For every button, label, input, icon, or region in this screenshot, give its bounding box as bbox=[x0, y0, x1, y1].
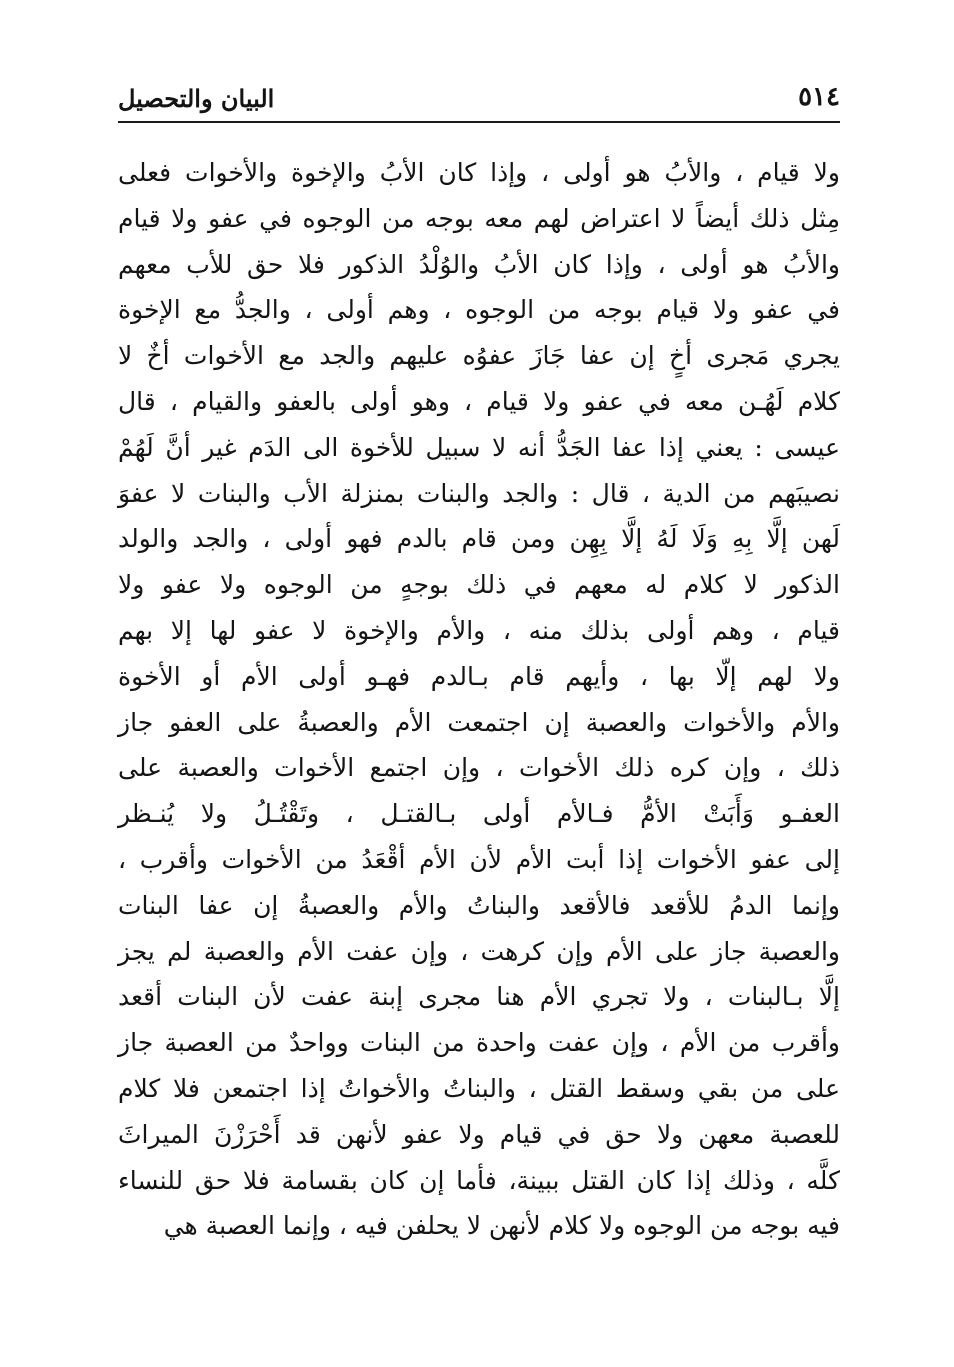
text-line: كلَّه ، وذلك إذا كان القتل ببينة، فأما إن كان بقسامة فلا حق للنساء bbox=[118, 1165, 840, 1195]
page-header bbox=[118, 80, 840, 122]
text-line: الذكور لا كلام له معهم في ذلك بوجهٍ من الوجوه ولا عفو ولا bbox=[118, 570, 840, 600]
text-line: قيام ، وهم أولى بذلك منه ، والأم والإخوة لا عفو لها إلا بهم bbox=[118, 615, 840, 645]
text-line: كلام لَهُـن معه في عفو ولا قيام ، وهو أولى بالعفو والقيام ، قال bbox=[118, 386, 840, 416]
text-line: نصيبَهم من الدية ، قال : والجد والبنات بمنزلة الأب والبنات لا عفوَ bbox=[118, 478, 840, 508]
text-line: مِثل ذلك أيضاً لا اعتراض لهم معه بوجه من الوجوه في عفو ولا قيام bbox=[118, 203, 840, 233]
text-line: فيه بوجه من الوجوه ولا كلام لأنهن لا يحلفن فيه ، وإنما العصبة هي bbox=[163, 1211, 840, 1241]
text-line: على من بقي وسقط القتل ، والبناتُ والأخواتُ إذا اجتمعن فلا كلام bbox=[118, 1073, 840, 1103]
text-line: والأم والأخوات والعصبة إن اجتمعت الأم والعصبةُ على العفو جاز bbox=[118, 707, 840, 737]
text-line: في عفو ولا قيام بوجه من الوجوه ، وهم أولى ، والجدُّ مع الإخوة bbox=[118, 295, 840, 325]
text-line: إلَّا بـالبنات ، ولا تجري الأم هنا مجرى إبنة عفت لأن البنات أقعد bbox=[118, 982, 840, 1012]
text-line: وأقرب من الأم ، وإن عفت واحدة من البنات وواحدٌ من العصبة جاز bbox=[118, 1028, 840, 1058]
text-line: ذلك ، وإن كره ذلك الأخوات ، وإن اجتمع الأخوات والعصبة على bbox=[118, 753, 840, 783]
text-line: يجري مَجرى أخٍ إن عفا جَازَ عفوُه عليهم والجد مع الأخوات أخٌ لا bbox=[118, 341, 840, 371]
header-rule bbox=[118, 121, 840, 123]
text-line: ولا لهم إلّا بها ، وأيهم قام بـالدم فهـو أولى الأم أو الأخوة bbox=[118, 661, 840, 691]
text-line: وإنما الدمُ للأقعد فالأقعد والبناتُ والأم والعصبةُ إن عفا البنات bbox=[118, 890, 840, 920]
text-line: والعصبة جاز على الأم وإن كرهت ، وإن عفت الأم والعصبة لم يجز bbox=[118, 936, 840, 966]
running-title: البيان والتحصيل bbox=[118, 84, 275, 113]
text-line: العفـو وَأَبَتْ الأمُّ فـالأم أولى بـالقتـل ، وتَقْتُـلُ ولا يُنـظر bbox=[118, 799, 840, 829]
text-line: إلى عفو الأخوات إذا أبت الأم لأن الأم أقْعَدُ من الأخوات وأقرب ، bbox=[118, 844, 840, 874]
text-line: والأبُ هو أولى ، وإذا كان الأبُ والوُلْدُ الذكور فلا حق للأب معهم bbox=[118, 249, 840, 279]
text-line: ولا قيام ، والأبُ هو أولى ، وإذا كان الأبُ والإخوة والأخوات فعلى bbox=[118, 158, 840, 187]
text-line: عيسى : يعني إذا عفا الجَدُّ أنه لا سبيل للأخوة الى الدَم غير أنَّ لَهُمْ bbox=[118, 432, 840, 462]
text-line: لَهن إلَّا بِهِ وَلَا لَهُ إلَّا بِهِن ومن قام بالدم فهو أولى ، والجد والولد bbox=[118, 524, 840, 554]
text-line: للعصبة معهن ولا حق في قيام ولا عفو لأنهن قد أَحْرَزْنَ الميراثَ bbox=[118, 1119, 840, 1149]
body-text bbox=[118, 150, 840, 1249]
page-number: ٥١٤ bbox=[798, 82, 840, 112]
